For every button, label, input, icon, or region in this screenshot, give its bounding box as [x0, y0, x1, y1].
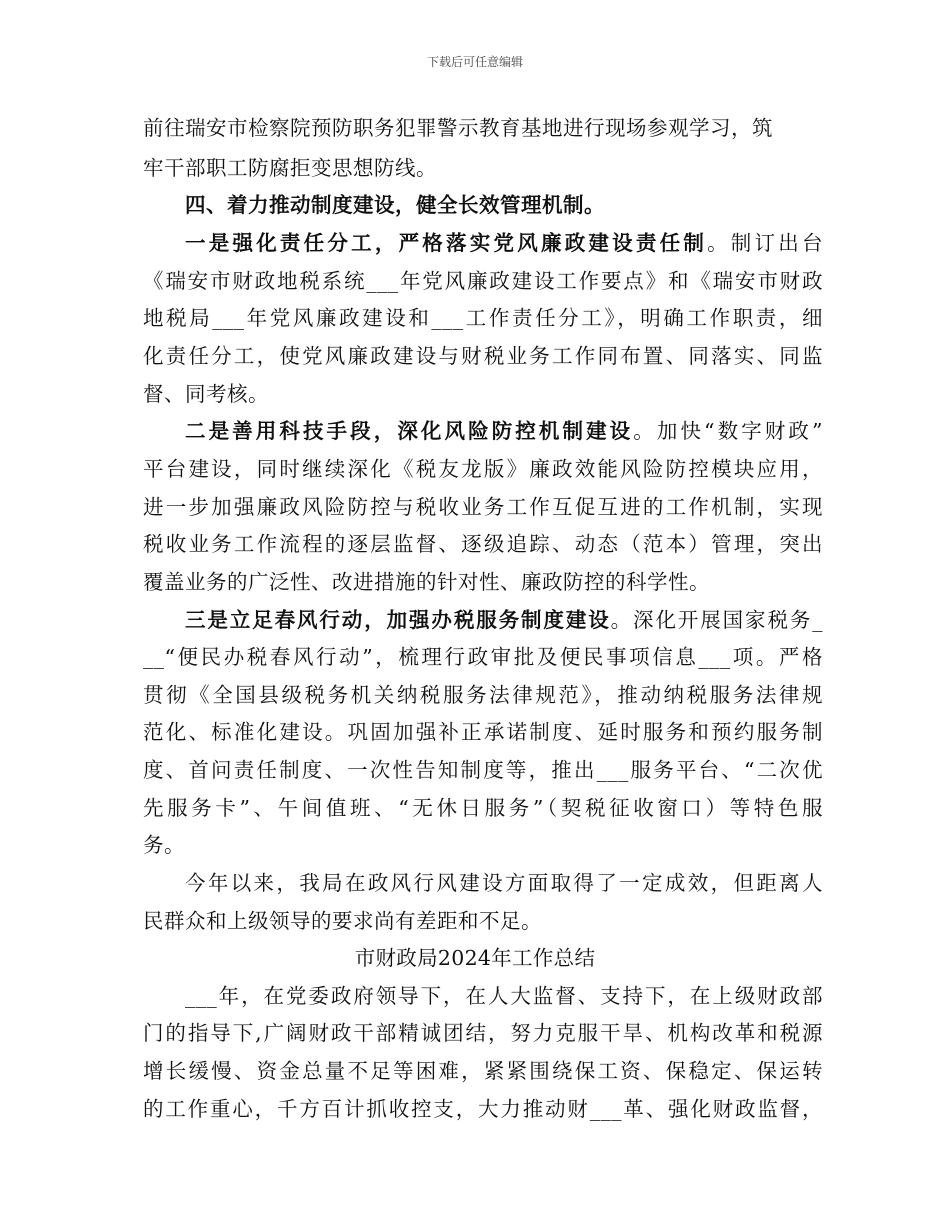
paragraph-line: __“便民办税春风行动”，梳理行政审批及便民事项信息___项。严格 — [143, 645, 823, 669]
paragraph-line: 督、同考核。 — [143, 382, 269, 406]
paragraph-line: 一是强化责任分工，严格落实党风廉政建设责任制。制订出台 — [185, 231, 824, 255]
page-header: 下载后可任意编辑 — [426, 55, 523, 69]
paragraph-line: 民群众和上级领导的要求尚有差距和不足。 — [143, 909, 542, 933]
paragraph-line: 三是立足春风行动，加强办税服务制度建设。深化开展国家税务_ — [185, 608, 824, 632]
paragraph-line: 度、首问责任制度、一次性告知制度等，推出___服务平台、“二次优 — [143, 758, 823, 782]
paragraph-line: 先服务卡”、午间值班、“无休日服务”（契税征收窗口）等特色服 — [143, 796, 823, 820]
paragraph-line: 务。 — [143, 833, 185, 857]
paragraph-line: 的工作重心，千方百计抓收控支，大力推动财___革、强化财政监督， — [143, 1097, 823, 1121]
paragraph-line: 税收业务工作流程的逐层监督、逐级追踪、动态（范本）管理，突出 — [143, 532, 823, 556]
paragraph-line: 化责任分工，使党风廉政建设与财税业务工作同布置、同落实、同监 — [143, 344, 823, 368]
document-title: 市财政局2024年工作总结 — [354, 946, 596, 970]
paragraph-line: 平台建设，同时继续深化《税友龙版》廉政效能风险防控模块应用， — [143, 457, 823, 481]
paragraph-line: 地税局___年党风廉政建设和___工作责任分工》，明确工作职责，细 — [143, 306, 823, 330]
paragraph-line: 覆盖业务的广泛性、改进措施的针对性、廉政防控的科学性。 — [143, 570, 710, 594]
paragraph-line: 进一步加强廉政风险防控与税收业务工作互促互进的工作机制，实现 — [143, 495, 823, 519]
section-heading: 四、着力推动制度建设，健全长效管理机制。 — [185, 193, 605, 217]
paragraph-line: 增长缓慢、资金总量不足等困难，紧紧围绕保工资、保稳定、保运转 — [143, 1059, 823, 1083]
paragraph-line: ___年，在党委政府领导下，在人大监督、支持下，在上级财政部 — [185, 984, 823, 1008]
paragraph-line: 前往瑞安市检察院预防职务犯罪警示教育基地进行现场参观学习，筑 — [143, 116, 773, 140]
paragraph-line: 今年以来，我局在政风行风建设方面取得了一定成效，但距离人 — [185, 871, 823, 895]
paragraph-line: 牢干部职工防腐拒变思想防线。 — [143, 156, 437, 180]
paragraph-line: 门的指导下,广阔财政干部精诚团结，努力克服干旱、机构改革和税源 — [143, 1021, 823, 1045]
paragraph-line: 范化、标准化建设。巩固加强补正承诺制度、延时服务和预约服务制 — [143, 720, 823, 744]
paragraph-line: 二是善用科技手段，深化风险防控机制建设。加快“数字财政” — [185, 419, 823, 443]
paragraph-line: 贯彻《全国县级税务机关纳税服务法律规范》，推动纳税服务法律规 — [143, 683, 823, 707]
paragraph-line: 《瑞安市财政地税系统___年党风廉政建设工作要点》和《瑞安市财政 — [143, 269, 823, 293]
